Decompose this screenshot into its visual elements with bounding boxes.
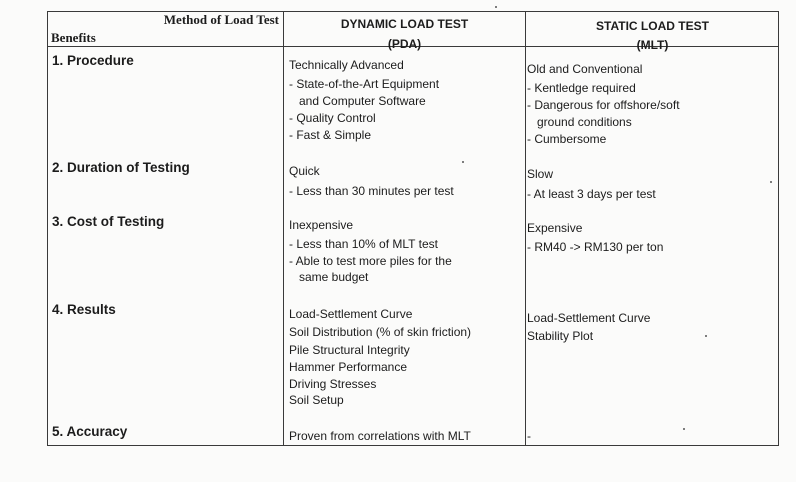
list-item: Proven from correlations with MLT: [289, 429, 471, 443]
list-item: Load-Settlement Curve: [527, 311, 651, 325]
comparison-table: [47, 11, 779, 446]
list-item: - Less than 30 minutes per test: [289, 184, 454, 198]
list-item: Driving Stresses: [289, 377, 377, 391]
list-item: Pile Structural Integrity: [289, 343, 410, 357]
list-item: -: [527, 429, 531, 443]
list-item: same budget: [299, 270, 369, 284]
list-item: - State-of-the-Art Equipment: [289, 77, 440, 91]
scan-speck: [705, 335, 707, 337]
dynamic-load-test-subtitle: (PDA): [387, 37, 422, 51]
list-item: Hammer Performance: [289, 360, 408, 374]
scan-speck: [683, 428, 685, 430]
dynamic-load-test-title: DYNAMIC LOAD TEST: [340, 17, 469, 31]
list-item: Quick: [289, 164, 320, 178]
list-item: - Quality Control: [289, 111, 376, 125]
list-item: Load-Settlement Curve: [289, 307, 413, 321]
benefits-label: Benefits: [51, 30, 96, 45]
list-item: Technically Advanced: [289, 58, 404, 72]
scan-speck: [770, 181, 772, 183]
scan-speck: [495, 6, 497, 8]
method-of-load-test-label: Method of Load Test: [163, 12, 279, 27]
list-item: - Dangerous for offshore/soft: [527, 98, 680, 112]
list-item: - Cumbersome: [527, 132, 607, 146]
benefit-duration-of-testing: 2. Duration of Testing: [52, 160, 190, 175]
column-divider: [525, 12, 526, 445]
list-item: - Kentledge required: [527, 81, 636, 95]
list-item: - Able to test more piles for the: [289, 254, 452, 268]
list-item: and Computer Software: [299, 94, 426, 108]
list-item: - RM40 -> RM130 per ton: [527, 240, 664, 254]
list-item: Expensive: [527, 221, 583, 235]
list-item: Soil Distribution (% of skin friction): [289, 325, 472, 339]
column-divider: [283, 12, 284, 445]
list-item: Old and Conventional: [527, 62, 643, 76]
scan-speck: [462, 161, 464, 163]
benefit-accuracy: 5. Accuracy: [52, 424, 128, 439]
list-item: Stability Plot: [527, 329, 594, 343]
list-item: Soil Setup: [289, 393, 344, 407]
benefit-cost-of-testing: 3. Cost of Testing: [52, 214, 165, 229]
benefit-results: 4. Results: [52, 302, 116, 317]
list-item: - At least 3 days per test: [527, 187, 656, 201]
benefit-procedure: 1. Procedure: [52, 53, 134, 68]
list-item: - Less than 10% of MLT test: [289, 237, 438, 251]
list-item: Inexpensive: [289, 218, 354, 232]
static-load-test-title: STATIC LOAD TEST: [596, 19, 709, 33]
static-load-test-subtitle: (MLT): [636, 38, 669, 52]
list-item: - Fast & Simple: [289, 128, 372, 142]
list-item: ground conditions: [537, 115, 632, 129]
list-item: Slow: [527, 167, 554, 181]
